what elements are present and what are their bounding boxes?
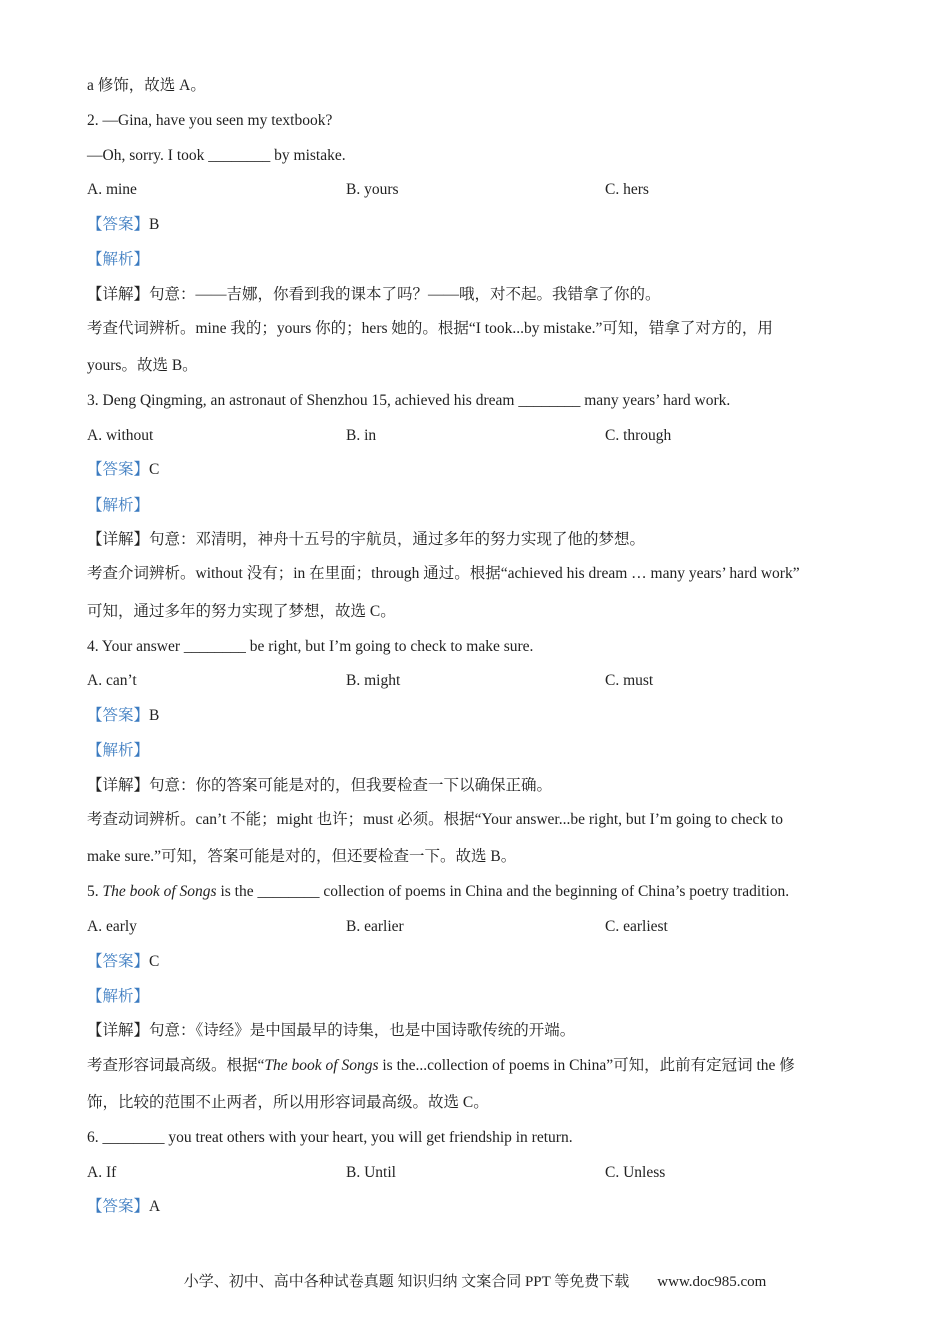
option-c: C. through [605,427,672,444]
book-title: The book of Songs [264,1057,379,1074]
explanation-note: 考查动词辨析。can’t 不能；might 也许；must 必须。根据“Your answer...be right, but I’m going to check to [87,811,784,828]
option-b: B. Until [346,1164,396,1181]
answer-line [87,952,159,972]
explanation: 【详解】句意：你的答案可能是对的，但我要检查一下以确保正确。 [87,777,553,794]
answer-line [87,460,159,480]
question-5 [87,882,789,902]
answer-label: 【答案】 [87,953,150,970]
option-a: A. can’t [87,672,137,689]
explanation-note: 考查介词辨析。without 没有；in 在里面；through 通过。根据“achieved his dream … many years’ hard work” [87,565,800,582]
footer-link[interactable]: www.doc985.com [657,1274,767,1290]
option-b: B. in [346,427,377,444]
answer-line [87,706,159,726]
note-text: 考查形容词最高级。根据“ [87,1057,265,1074]
note-text: is the...collection of poems in China”可知，此前有定冠词 the 修 [378,1057,795,1074]
option-b: B. earlier [346,918,404,935]
answer-label: 【答案】 [87,1198,150,1215]
answer-value: A [149,1198,161,1215]
answer-value: B [149,216,160,233]
option-c: C. Unless [605,1164,666,1181]
question-number: 5. [87,883,103,900]
page-footer [0,1270,950,1291]
explanation-note [87,1056,795,1076]
footer-text: 小学、初中、高中各种试卷真题 知识归纳 文案合同 PPT 等免费下载 [183,1274,630,1290]
explanation: 【详解】句意：《诗经》是中国最早的诗集，也是中国诗歌传统的开端。 [87,1022,576,1039]
answer-label: 【答案】 [87,216,150,233]
option-c: C. earliest [605,918,668,935]
text-line: a 修饰，故选 A。 [87,77,206,94]
option-a: A. early [87,918,137,935]
explanation-note: 饰，比较的范围不止两者，所以用形容词最高级。故选 C。 [87,1094,489,1111]
option-c: C. must [605,672,654,689]
answer-value: C [149,461,160,478]
answer-value: C [149,953,160,970]
option-b: B. might [346,672,401,689]
option-b: B. yours [346,181,399,198]
analysis-label: 【解析】 [87,988,150,1005]
question-text: is the ________ collection of poems in China and the beginning of China’s poetry tradition. [216,883,790,900]
explanation-note: 考查代词辨析。mine 我的；yours 你的；hers 她的。根据“I took...by mistake.”可知，错拿了对方的，用 [87,320,773,337]
option-a: A. mine [87,181,137,198]
analysis-label: 【解析】 [87,497,150,514]
analysis-label: 【解析】 [87,251,150,268]
question-3: 3. Deng Qingming, an astronaut of Shenzhou 15, achieved his dream ________ many years’ hard work. [87,392,731,409]
answer-line [87,215,159,235]
question-4: 4. Your answer ________ be right, but I’m going to check to make sure. [87,638,534,655]
option-c: C. hers [605,181,649,198]
option-a: A. If [87,1164,117,1181]
explanation: 【详解】句意：——吉娜，你看到我的课本了吗？——哦，对不起。我错拿了你的。 [87,286,661,303]
analysis-label: 【解析】 [87,742,150,759]
explanation: 【详解】句意：邓清明，神舟十五号的宇航员，通过多年的努力实现了他的梦想。 [87,531,646,548]
explanation-note: make sure.”可知，答案可能是对的，但还要检查一下。故选 B。 [87,848,517,865]
question-2-reply: —Oh, sorry. I took ________ by mistake. [87,147,346,164]
question-2: 2. —Gina, have you seen my textbook? [87,112,333,129]
option-a: A. without [87,427,154,444]
explanation-note: yours。故选 B。 [87,357,198,374]
question-6: 6. ________ you treat others with your heart, you will get friendship in return. [87,1129,573,1146]
answer-line [87,1197,160,1217]
answer-value: B [149,707,160,724]
answer-label: 【答案】 [87,461,150,478]
answer-label: 【答案】 [87,707,150,724]
book-title: The book of Songs [102,883,217,900]
explanation-note: 可知，通过多年的努力实现了梦想，故选 C。 [87,603,396,620]
